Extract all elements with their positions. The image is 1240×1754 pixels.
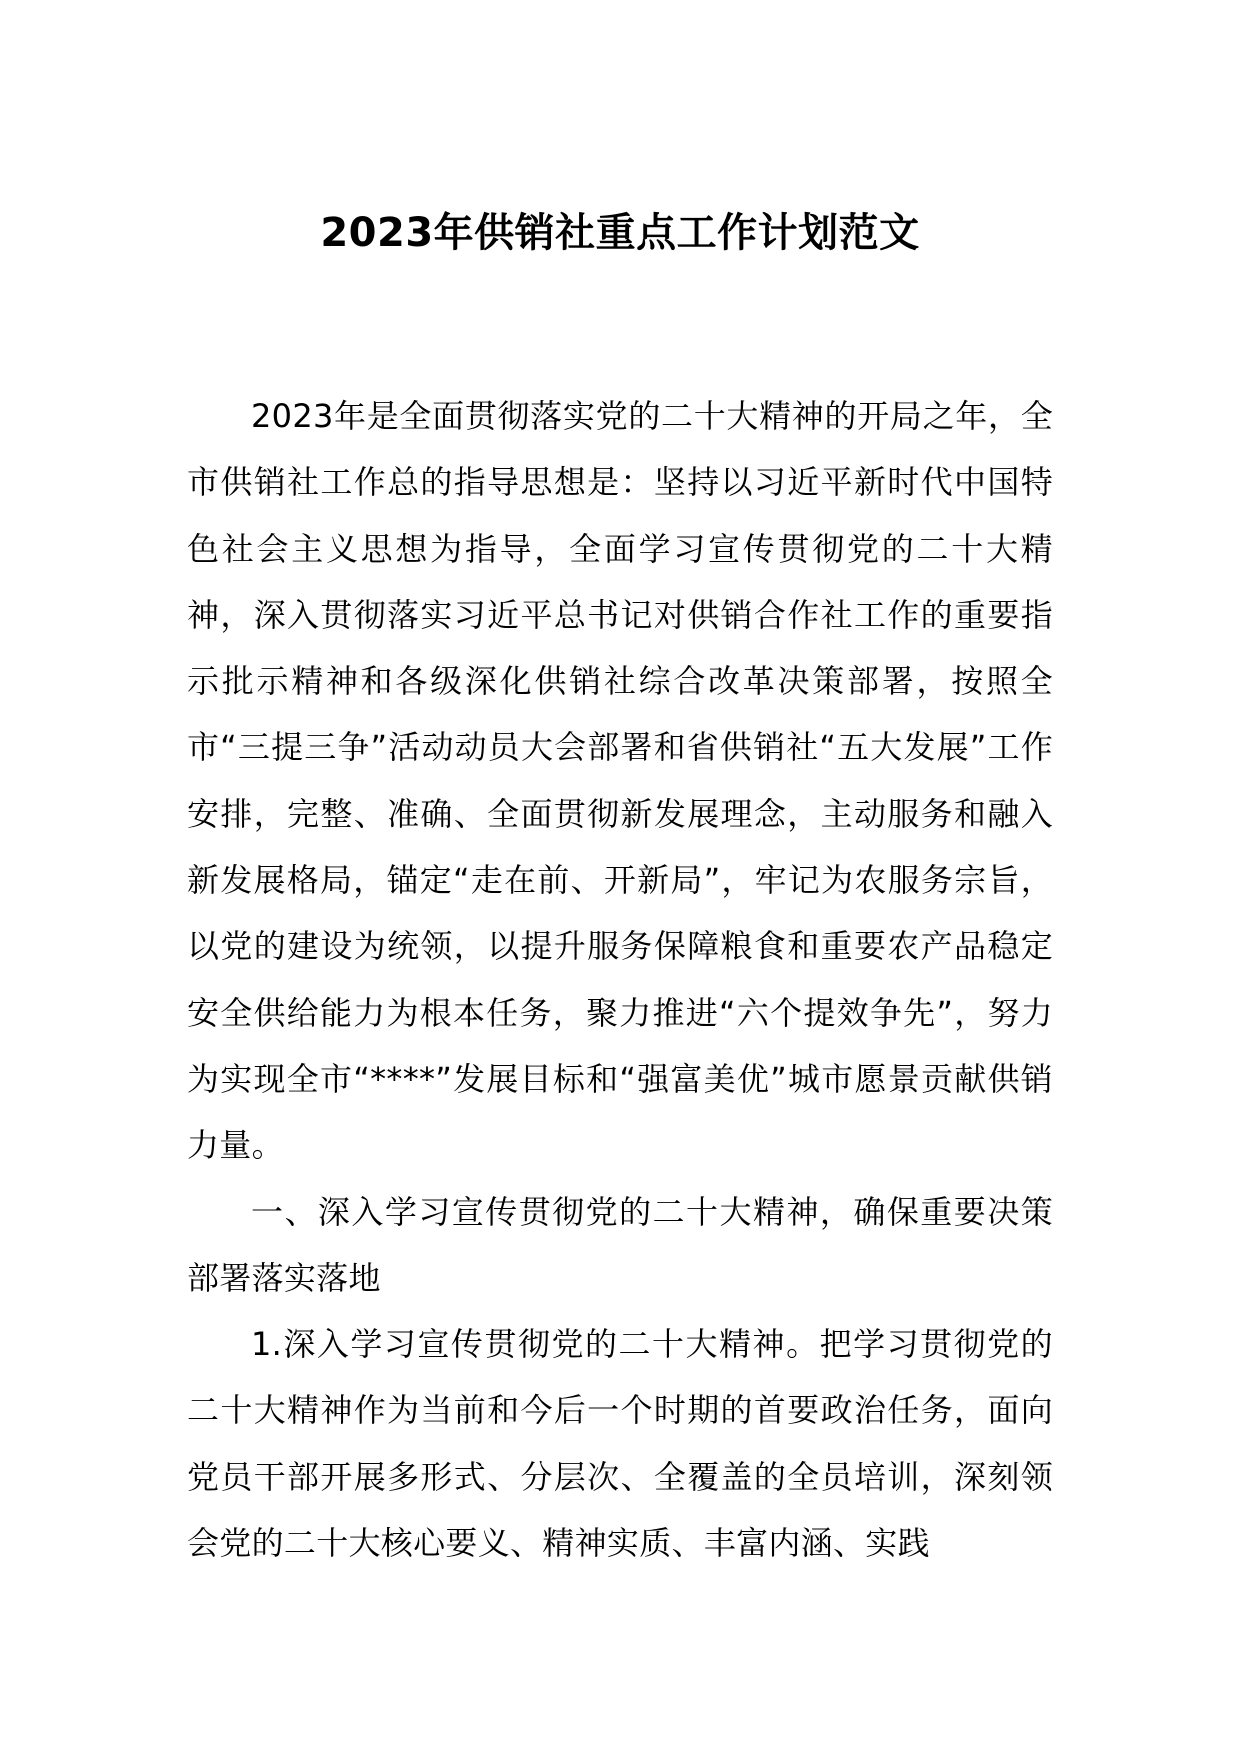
section-heading-1: 一、深入学习宣传贯彻党的二十大精神，确保重要决策部署落实落地 xyxy=(187,1192,1053,1297)
paragraph-intro: 2023年是全面贯彻落实党的二十大精神的开局之年，全市供销社工作总的指导思想是：坚持以习近平新时代中国特色社会主义思想为指导，全面学习宣传贯彻党的二十大精神，深入贯彻落实习近平总书记对供销合作社工作的重要指示批示精神和各级深化供销社综合改革决策部署，按照全市“三提三争”活动动员大会部署和省供销社“五大发展”工作安排，完整、准确、全面贯彻新发展理念，主动服务和融入新发展格局，锚定“走在前、开新局”，牢记为农服务宗旨，以党的建设为统领，以提升服务保障粮食和重要农产品稳定安全供给能力为根本任务，聚力推进“六个提效争先”，努力为实现全市“****”发展目标和“强富美优”城市愿景贡献供销力量。 xyxy=(187,397,1053,1165)
paragraph-item-1: 1.深入学习宣传贯彻党的二十大精神。把学习贯彻党的二十大精神作为当前和今后一个时期的首要政治任务，面向党员干部开展多形式、分层次、全覆盖的全员培训，深刻领会党的二十大核心要义、精神实质、丰富内涵、实践 xyxy=(187,1325,1053,1563)
document-body xyxy=(187,383,1053,1576)
document-title: 2023年供销社重点工作计划范文 xyxy=(320,210,920,256)
